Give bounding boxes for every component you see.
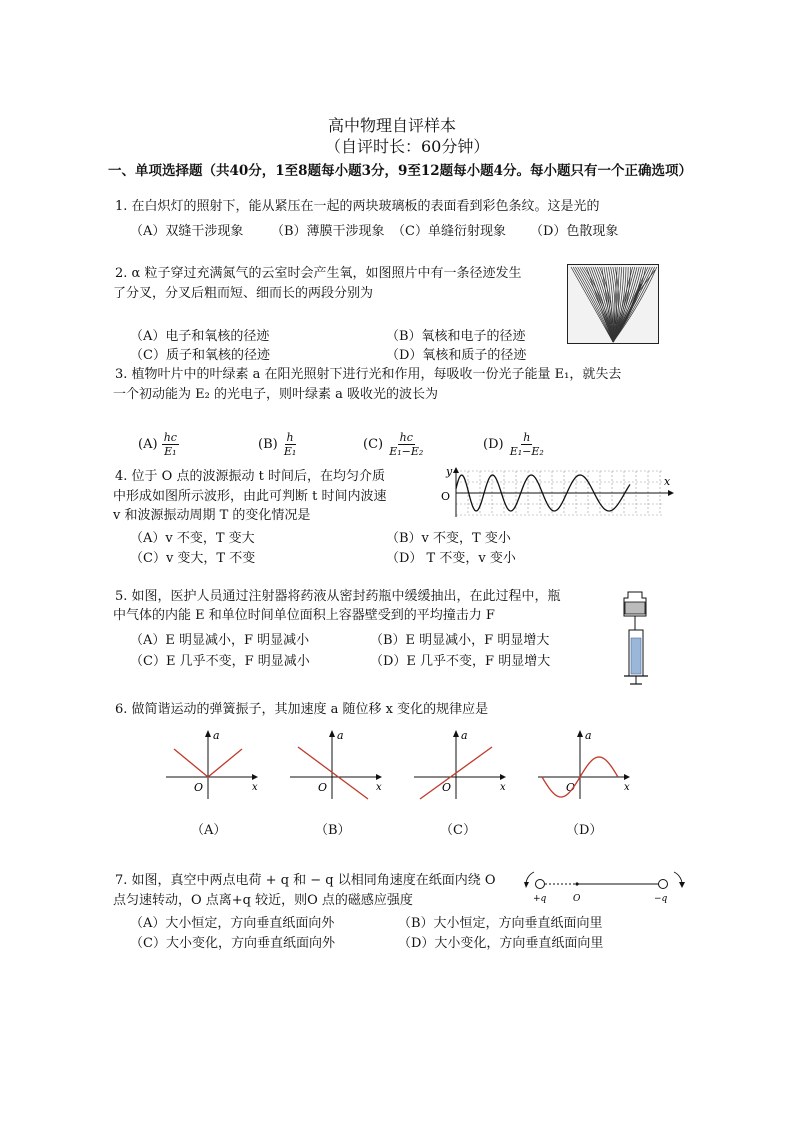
cloud-chamber-photo bbox=[567, 264, 659, 344]
page-title: 高中物理自评样本 bbox=[328, 116, 457, 135]
wave-y-label: y bbox=[446, 465, 453, 478]
plus-charge bbox=[536, 880, 545, 889]
q6-label-d: （D） bbox=[566, 823, 603, 838]
fig-o: O bbox=[573, 894, 581, 904]
graph-d bbox=[538, 729, 630, 799]
q5-line1: 5. 如图，医护人员通过注射器将药液从密封药瓶中缓缓抽出，在此过程中，瓶 bbox=[115, 589, 561, 604]
graph-c bbox=[414, 729, 506, 799]
q2-line2: 了分叉，分叉后粗而短、细而长的两段分别为 bbox=[113, 286, 374, 301]
q2-option-a: （A）电子和氧核的径迹 bbox=[130, 329, 270, 344]
q2-option-c: （C）质子和氧核的径迹 bbox=[130, 348, 270, 363]
q4-option-c: （C）v 变大，T 不变 bbox=[130, 551, 256, 566]
axis-x-label: x bbox=[624, 782, 630, 793]
axis-x-label: x bbox=[252, 782, 258, 793]
q1-option-d: （D）色散现象 bbox=[530, 224, 619, 239]
section-heading: 一、单项选择题（共40分，1至8题每小题3分，9至12题每小题4分。每小题只有一个正确选项） bbox=[108, 163, 693, 179]
q1-option-a: （A）双缝干涉现象 bbox=[130, 224, 244, 239]
origin-label: O bbox=[194, 781, 204, 794]
axis-a-label: a bbox=[213, 729, 220, 742]
q3-option-a: (A) $\frac{hc}{\text{E₁}}$ bbox=[138, 431, 177, 458]
q6-label-a: （A） bbox=[191, 823, 227, 838]
graph-b bbox=[290, 729, 382, 799]
origin-label: O bbox=[566, 781, 576, 794]
q7-line1: 7. 如图，真空中两点电荷 + q 和 − q 以相同角速度在纸面内绕 O bbox=[115, 873, 496, 888]
q5-option-c: （C）E 几乎不变，F 明显减小 bbox=[130, 654, 310, 669]
q1-option-b: （B）薄膜干涉现象 bbox=[271, 224, 385, 239]
charges-figure bbox=[522, 868, 687, 904]
axis-a-label: a bbox=[585, 729, 592, 742]
q7-option-c: （C）大小变化，方向垂直纸面向外 bbox=[130, 936, 335, 951]
q2-option-b: （B）氧核和电子的径迹 bbox=[386, 329, 526, 344]
q4-line2: 中形成如图所示波形，由此可判断 t 时间内波速 bbox=[113, 489, 387, 504]
q5-option-a: （A）E 明显减小，F 明显减小 bbox=[130, 633, 310, 648]
q7-option-a: （A）大小恒定，方向垂直纸面向外 bbox=[130, 916, 335, 931]
fig-minus-q: −q bbox=[654, 894, 668, 904]
graph-curve bbox=[298, 747, 368, 799]
q4-option-a: （A）v 不变，T 变大 bbox=[130, 531, 255, 546]
q4-option-d: （D） T 不变，v 变小 bbox=[386, 551, 516, 566]
q5-option-d: （D）E 几乎不变，F 明显增大 bbox=[370, 654, 551, 669]
wave-x-arrow bbox=[668, 490, 674, 496]
fig-plus-q: +q bbox=[533, 894, 547, 904]
q6-label-c: （C） bbox=[440, 823, 476, 838]
page-subtitle: （自评时长：60分钟） bbox=[325, 137, 490, 156]
q5-line2: 中气体的内能 E 和单位时间单位面积上容器壁受到的平均撞击力 F bbox=[113, 608, 495, 623]
wave-x-label: x bbox=[664, 475, 671, 488]
q2-line1: 2. α 粒子穿过充满氮气的云室时会产生氧，如图照片中有一条径迹发生 bbox=[115, 266, 522, 281]
q3-option-b: (B) $\frac{h}{\text{E₁}}$ bbox=[258, 431, 297, 458]
syringe-vial-figure bbox=[618, 588, 660, 688]
q7-option-d: （D）大小变化，方向垂直纸面向里 bbox=[398, 936, 604, 951]
q6-stem: 6. 做简谐运动的弹簧振子，其加速度 a 随位移 x 变化的规律应是 bbox=[115, 702, 489, 717]
q3-line2: 一个初动能为 E₂ 的光电子，则叶绿素 a 吸收光的波长为 bbox=[113, 387, 438, 402]
graph-a bbox=[166, 729, 258, 799]
q6-label-b: （B） bbox=[315, 823, 351, 838]
q7-option-b: （B）大小恒定，方向垂直纸面向里 bbox=[398, 916, 603, 931]
q3-line1: 3. 植物叶片中的叶绿素 a 在阳光照射下进行光和作用，每吸收一份光子能量 E₁，就失去 bbox=[115, 367, 622, 382]
q7-line2: 点匀速转动，O 点离+q 较近，则O 点的磁感应强度 bbox=[113, 893, 413, 908]
axis-x-label: x bbox=[500, 782, 506, 793]
q5-option-b: （B）E 明显减小，F 明显增大 bbox=[370, 633, 550, 648]
wave-origin-label: O bbox=[441, 490, 451, 503]
q4-line3: v 和波源振动周期 T 的变化情况是 bbox=[113, 508, 311, 523]
q4-line1: 4. 位于 O 点的波源振动 t 时间后，在均匀介质 bbox=[115, 469, 385, 484]
q1-stem: 1. 在白炽灯的照射下，能从紧压在一起的两块玻璃板的表面看到彩色条纹。这是光的 bbox=[115, 199, 600, 214]
axis-a-label: a bbox=[337, 729, 344, 742]
q3-option-c: (C) $\frac{hc}{\text{E₁−E₂}}$ bbox=[363, 431, 424, 458]
minus-charge bbox=[659, 880, 668, 889]
wave-y-arrow bbox=[453, 467, 459, 473]
origin-label: O bbox=[318, 781, 328, 794]
wave-graph bbox=[438, 465, 678, 521]
q6-graphs bbox=[160, 725, 640, 800]
q4-option-b: （B）v 不变，T 变小 bbox=[386, 531, 511, 546]
origin-label: O bbox=[442, 781, 452, 794]
axis-x-label: x bbox=[376, 782, 382, 793]
q1-option-c: （C）单缝衍射现象 bbox=[392, 224, 506, 239]
q3-option-d: (D) $\frac{h}{\text{E₁−E₂}}$ bbox=[483, 431, 544, 458]
axis-a-label: a bbox=[461, 729, 468, 742]
q2-option-d: （D）氧核和质子的径迹 bbox=[386, 348, 527, 363]
